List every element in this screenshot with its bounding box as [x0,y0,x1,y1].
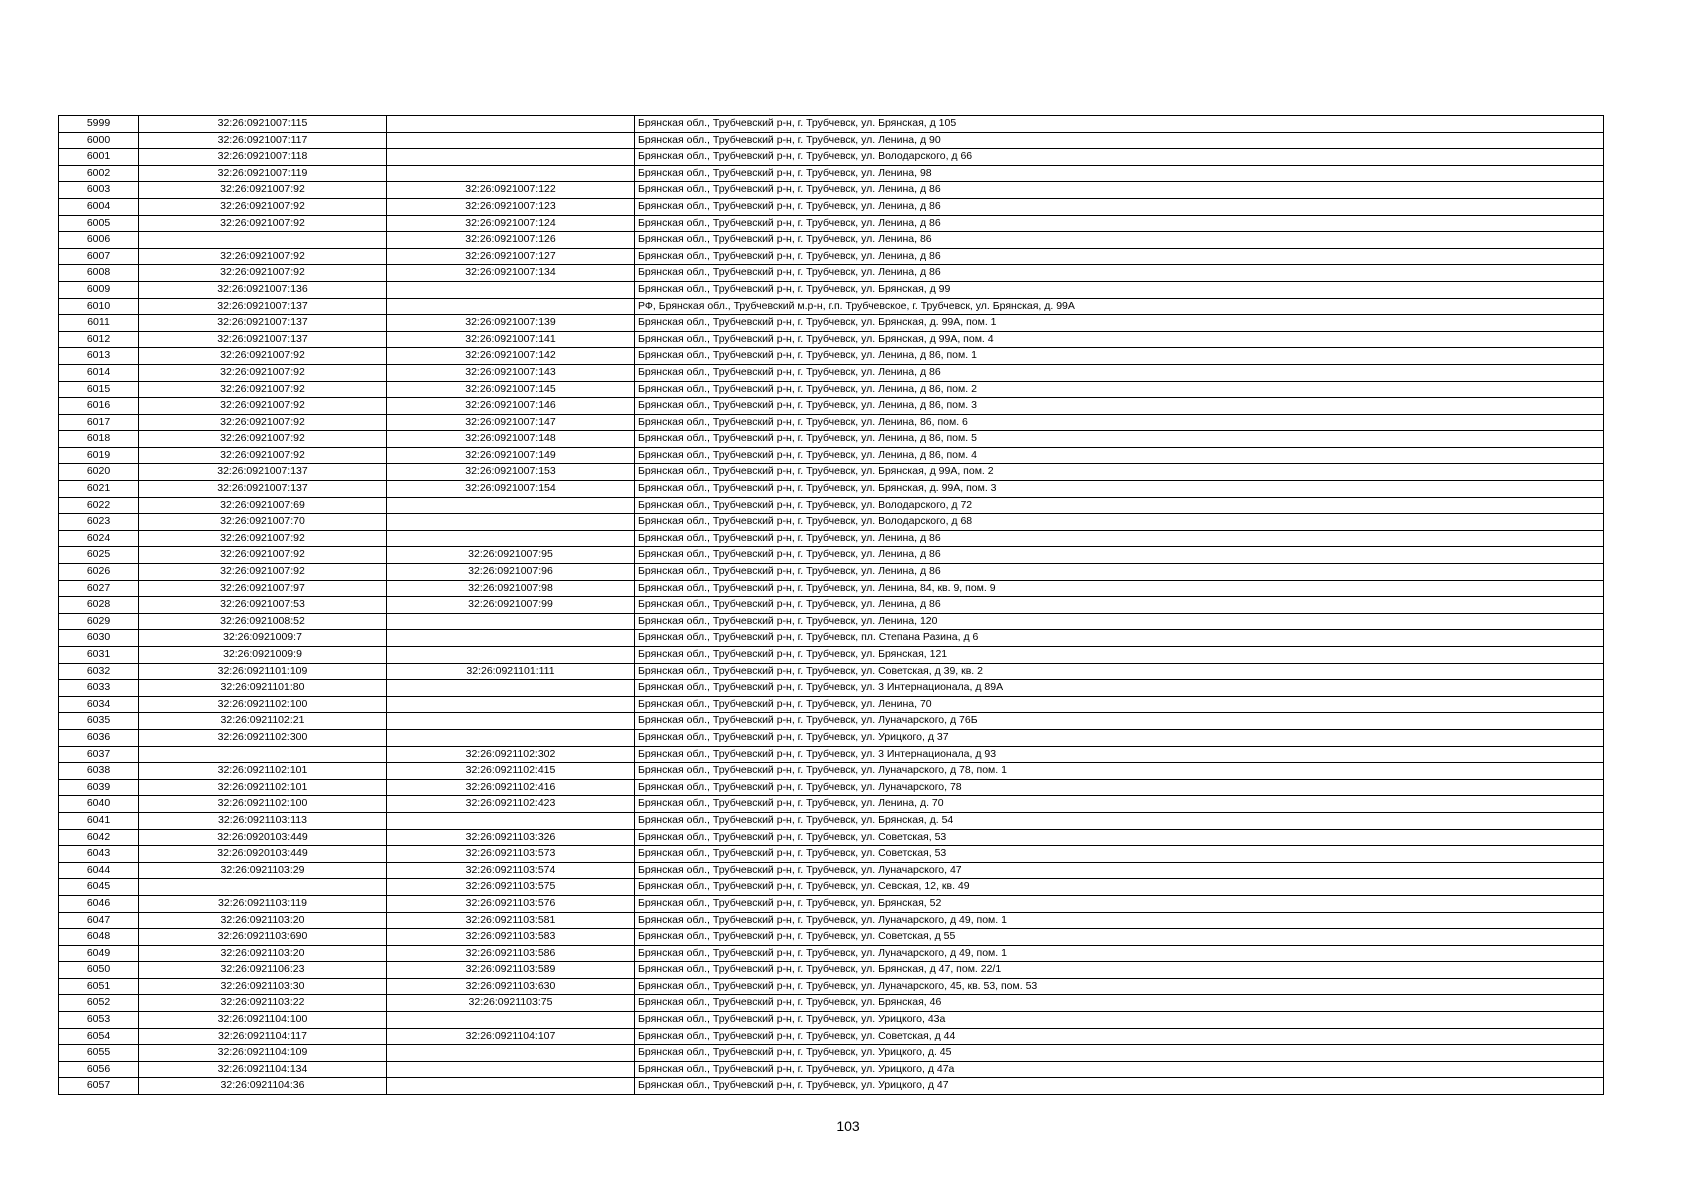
cadastral-number-cell: 32:26:0921007:92 [139,265,387,282]
related-cadastral-number-cell: 32:26:0921103:581 [387,912,635,929]
table-row [59,198,1604,215]
address-cell: Брянская обл., Трубчевский р-н, г. Трубчевск, ул. Брянская, д. 54 [635,812,1604,829]
address-cell: Брянская обл., Трубчевский р-н, г. Трубчевск, ул. Луначарского, 78 [635,779,1604,796]
table-row [59,945,1604,962]
related-cadastral-number-cell: 32:26:0921007:153 [387,464,635,481]
cadastral-number-cell: 32:26:0921102:101 [139,763,387,780]
cadastral-number-cell: 32:26:0921007:137 [139,481,387,498]
address-cell: Брянская обл., Трубчевский р-н, г. Трубчевск, ул. Севская, 12, кв. 49 [635,879,1604,896]
address-cell: Брянская обл., Трубчевский р-н, г. Трубчевск, ул. Луначарского, д 76Б [635,713,1604,730]
cadastral-number-cell: 32:26:0921007:53 [139,597,387,614]
table-row [59,713,1604,730]
row-number-cell: 6007 [59,248,139,265]
table-row [59,812,1604,829]
address-cell: Брянская обл., Трубчевский р-н, г. Трубчевск, ул. Володарского, д 68 [635,514,1604,531]
row-number-cell: 6014 [59,364,139,381]
cadastral-number-cell: 32:26:0921104:117 [139,1028,387,1045]
row-number-cell: 6054 [59,1028,139,1045]
cadastral-number-cell: 32:26:0921104:109 [139,1045,387,1062]
cadastral-number-cell: 32:26:0921103:22 [139,995,387,1012]
row-number-cell: 6030 [59,630,139,647]
address-cell: Брянская обл., Трубчевский р-н, г. Трубчевск, ул. Луначарского, д 49, пом. 1 [635,945,1604,962]
cadastral-number-cell: 32:26:0921007:117 [139,132,387,149]
cadastral-number-cell: 32:26:0921104:134 [139,1061,387,1078]
row-number-cell: 6049 [59,945,139,962]
cadastral-number-cell: 32:26:0921103:113 [139,812,387,829]
related-cadastral-number-cell: 32:26:0921007:126 [387,232,635,249]
row-number-cell: 6032 [59,663,139,680]
related-cadastral-number-cell: 32:26:0921007:127 [387,248,635,265]
row-number-cell: 6052 [59,995,139,1012]
related-cadastral-number-cell [387,680,635,697]
row-number-cell: 6022 [59,497,139,514]
address-cell: Брянская обл., Трубчевский р-н, г. Трубчевск, ул. Советская, д 44 [635,1028,1604,1045]
table-row [59,530,1604,547]
address-cell: Брянская обл., Трубчевский р-н, г. Трубчевск, ул. Брянская, д 99А, пом. 2 [635,464,1604,481]
table-row [59,763,1604,780]
table-row [59,1061,1604,1078]
related-cadastral-number-cell: 32:26:0921103:574 [387,862,635,879]
cadastral-number-cell: 32:26:0921007:92 [139,182,387,199]
address-cell: Брянская обл., Трубчевский р-н, г. Трубчевск, ул. Советская, д 39, кв. 2 [635,663,1604,680]
related-cadastral-number-cell: 32:26:0921104:107 [387,1028,635,1045]
row-number-cell: 6009 [59,281,139,298]
table-row [59,298,1604,315]
row-number-cell: 6045 [59,879,139,896]
related-cadastral-number-cell: 32:26:0921007:148 [387,431,635,448]
related-cadastral-number-cell: 32:26:0921007:154 [387,481,635,498]
row-number-cell: 6020 [59,464,139,481]
table-row [59,597,1604,614]
related-cadastral-number-cell: 32:26:0921007:139 [387,315,635,332]
related-cadastral-number-cell [387,165,635,182]
address-cell: Брянская обл., Трубчевский р-н, г. Трубчевск, ул. Ленина, д 86 [635,215,1604,232]
table-row [59,995,1604,1012]
cadastral-number-cell: 32:26:0921007:92 [139,198,387,215]
address-cell: Брянская обл., Трубчевский р-н, г. Трубчевск, ул. Ленина, 120 [635,613,1604,630]
table-row [59,929,1604,946]
related-cadastral-number-cell [387,298,635,315]
row-number-cell: 6056 [59,1061,139,1078]
cadastral-number-cell: 32:26:0921009:9 [139,647,387,664]
cadastral-number-cell: 32:26:0921007:92 [139,530,387,547]
address-cell: Брянская обл., Трубчевский р-н, г. Трубчевск, ул. Ленина, д 86 [635,547,1604,564]
cadastral-number-cell: 32:26:0921007:92 [139,215,387,232]
row-number-cell: 6006 [59,232,139,249]
row-number-cell: 6053 [59,1012,139,1029]
table-row [59,215,1604,232]
address-cell: Брянская обл., Трубчевский р-н, г. Трубчевск, ул. Ленина, 86 [635,232,1604,249]
row-number-cell: 6033 [59,680,139,697]
cadastral-number-cell: 32:26:0921007:92 [139,364,387,381]
cadastral-number-cell: 32:26:0921104:100 [139,1012,387,1029]
cadastral-number-cell: 32:26:0921007:92 [139,381,387,398]
row-number-cell: 6004 [59,198,139,215]
table-row [59,315,1604,332]
table-row [59,1045,1604,1062]
related-cadastral-number-cell: 32:26:0921103:573 [387,846,635,863]
address-cell: Брянская обл., Трубчевский р-н, г. Трубчевск, ул. Советская, 53 [635,846,1604,863]
address-cell: Брянская обл., Трубчевский р-н, г. Трубчевск, ул. Брянская, д. 99А, пом. 3 [635,481,1604,498]
cadastral-number-cell: 32:26:0921104:36 [139,1078,387,1095]
address-cell: Брянская обл., Трубчевский р-н, г. Трубчевск, ул. 3 Интернационала, д 93 [635,746,1604,763]
table-row [59,580,1604,597]
related-cadastral-number-cell [387,713,635,730]
related-cadastral-number-cell: 32:26:0921103:589 [387,962,635,979]
address-cell: Брянская обл., Трубчевский р-н, г. Трубчевск, ул. Ленина, д 86 [635,597,1604,614]
table-row [59,497,1604,514]
cadastral-number-cell: 32:26:0921106:23 [139,962,387,979]
cadastral-number-cell: 32:26:0921007:92 [139,431,387,448]
address-cell: Брянская обл., Трубчевский р-н, г. Трубчевск, ул. Урицкого, 43а [635,1012,1604,1029]
related-cadastral-number-cell: 32:26:0921102:416 [387,779,635,796]
row-number-cell: 6042 [59,829,139,846]
table-row [59,281,1604,298]
related-cadastral-number-cell: 32:26:0921007:141 [387,331,635,348]
related-cadastral-number-cell [387,647,635,664]
row-number-cell: 6028 [59,597,139,614]
table-row [59,1012,1604,1029]
related-cadastral-number-cell: 32:26:0921007:146 [387,398,635,415]
cadastral-number-cell: 32:26:0921102:21 [139,713,387,730]
table-row [59,132,1604,149]
related-cadastral-number-cell [387,132,635,149]
table-row [59,348,1604,365]
cadastral-number-cell: 32:26:0921007:137 [139,331,387,348]
table-row [59,696,1604,713]
cadastral-number-cell: 32:26:0921101:109 [139,663,387,680]
address-cell: Брянская обл., Трубчевский р-н, г. Трубчевск, ул. Брянская, д. 99А, пом. 1 [635,315,1604,332]
row-number-cell: 6048 [59,929,139,946]
row-number-cell: 6002 [59,165,139,182]
cadastral-number-cell: 32:26:0921007:119 [139,165,387,182]
row-number-cell: 6037 [59,746,139,763]
table-row [59,116,1604,133]
cadastral-number-cell: 32:26:0921007:70 [139,514,387,531]
related-cadastral-number-cell [387,613,635,630]
table-row [59,182,1604,199]
cadastral-number-cell: 32:26:0921007:115 [139,116,387,133]
row-number-cell: 6015 [59,381,139,398]
related-cadastral-number-cell: 32:26:0921007:149 [387,447,635,464]
address-cell: Брянская обл., Трубчевский р-н, г. Трубчевск, ул. Володарского, д 66 [635,149,1604,166]
page-number: 103 [836,1118,860,1134]
cadastral-number-cell: 32:26:0921103:119 [139,895,387,912]
address-cell: Брянская обл., Трубчевский р-н, г. Трубчевск, ул. Ленина, д. 70 [635,796,1604,813]
related-cadastral-number-cell: 32:26:0921007:99 [387,597,635,614]
cadastral-number-cell [139,879,387,896]
address-cell: Брянская обл., Трубчевский р-н, г. Трубчевск, ул. Брянская, 121 [635,647,1604,664]
related-cadastral-number-cell: 32:26:0921007:145 [387,381,635,398]
row-number-cell: 6057 [59,1078,139,1095]
row-number-cell: 6019 [59,447,139,464]
related-cadastral-number-cell: 32:26:0921007:96 [387,564,635,581]
cadastral-number-cell: 32:26:0921007:92 [139,447,387,464]
row-number-cell: 6017 [59,414,139,431]
related-cadastral-number-cell: 32:26:0921007:143 [387,364,635,381]
cadastral-number-cell: 32:26:0921007:92 [139,547,387,564]
table-row [59,846,1604,863]
related-cadastral-number-cell: 32:26:0921102:423 [387,796,635,813]
related-cadastral-number-cell: 32:26:0921101:111 [387,663,635,680]
cadastral-number-cell: 32:26:0921103:20 [139,945,387,962]
related-cadastral-number-cell: 32:26:0921102:302 [387,746,635,763]
table-row [59,680,1604,697]
row-number-cell: 6025 [59,547,139,564]
row-number-cell: 6039 [59,779,139,796]
related-cadastral-number-cell: 32:26:0921007:122 [387,182,635,199]
address-cell: Брянская обл., Трубчевский р-н, г. Трубчевск, ул. Луначарского, 45, кв. 53, пом. 53 [635,978,1604,995]
row-number-cell: 6012 [59,331,139,348]
related-cadastral-number-cell [387,497,635,514]
row-number-cell: 6000 [59,132,139,149]
address-cell: РФ, Брянская обл., Трубчевский м.р-н, г.п. Трубчевское, г. Трубчевск, ул. Брянская, д. 99А [635,298,1604,315]
related-cadastral-number-cell [387,116,635,133]
cadastral-number-cell: 32:26:0921103:690 [139,929,387,946]
table-row [59,962,1604,979]
cadastral-number-cell: 32:26:0921007:69 [139,497,387,514]
row-number-cell: 6018 [59,431,139,448]
address-cell: Брянская обл., Трубчевский р-н, г. Трубчевск, ул. Луначарского, д 78, пом. 1 [635,763,1604,780]
address-cell: Брянская обл., Трубчевский р-н, г. Трубчевск, ул. Володарского, д 72 [635,497,1604,514]
cadastral-number-cell: 32:26:0921007:92 [139,248,387,265]
table-row [59,729,1604,746]
table-row [59,464,1604,481]
cadastral-number-cell: 32:26:0921101:80 [139,680,387,697]
cadastral-number-cell: 32:26:0921009:7 [139,630,387,647]
row-number-cell: 6026 [59,564,139,581]
cadastral-number-cell: 32:26:0921102:100 [139,696,387,713]
related-cadastral-number-cell: 32:26:0921103:586 [387,945,635,962]
table-row [59,481,1604,498]
table-row [59,331,1604,348]
related-cadastral-number-cell: 32:26:0921007:134 [387,265,635,282]
row-number-cell: 6024 [59,530,139,547]
row-number-cell: 6008 [59,265,139,282]
cadastral-number-cell: 32:26:0921008:52 [139,613,387,630]
address-cell: Брянская обл., Трубчевский р-н, г. Трубчевск, ул. 3 Интернационала, д 89А [635,680,1604,697]
related-cadastral-number-cell [387,696,635,713]
related-cadastral-number-cell [387,530,635,547]
related-cadastral-number-cell [387,630,635,647]
table-row [59,613,1604,630]
table-row [59,895,1604,912]
cadastral-number-cell: 32:26:0921007:97 [139,580,387,597]
table-row [59,647,1604,664]
related-cadastral-number-cell: 32:26:0921103:583 [387,929,635,946]
row-number-cell: 6035 [59,713,139,730]
address-cell: Брянская обл., Трубчевский р-н, г. Трубчевск, ул. Ленина, д 86, пом. 2 [635,381,1604,398]
address-cell: Брянская обл., Трубчевский р-н, г. Трубчевск, ул. Ленина, д 86 [635,248,1604,265]
row-number-cell: 6050 [59,962,139,979]
address-cell: Брянская обл., Трубчевский р-н, г. Трубчевск, ул. Ленина, д 86, пом. 5 [635,431,1604,448]
table-row [59,431,1604,448]
table-row [59,398,1604,415]
table-row [59,663,1604,680]
cadastral-number-cell [139,232,387,249]
cadastral-number-cell: 32:26:0921007:136 [139,281,387,298]
address-cell: Брянская обл., Трубчевский р-н, г. Трубчевск, пл. Степана Разина, д 6 [635,630,1604,647]
address-cell: Брянская обл., Трубчевский р-н, г. Трубчевск, ул. Урицкого, д. 45 [635,1045,1604,1062]
address-cell: Брянская обл., Трубчевский р-н, г. Трубчевск, ул. Луначарского, 47 [635,862,1604,879]
related-cadastral-number-cell: 32:26:0921103:576 [387,895,635,912]
related-cadastral-number-cell: 32:26:0921007:95 [387,547,635,564]
table-row [59,1028,1604,1045]
address-cell: Брянская обл., Трубчевский р-н, г. Трубчевск, ул. Луначарского, д 49, пом. 1 [635,912,1604,929]
table-row [59,879,1604,896]
table-row [59,514,1604,531]
row-number-cell: 6038 [59,763,139,780]
table-row [59,829,1604,846]
table-row [59,862,1604,879]
address-cell: Брянская обл., Трубчевский р-н, г. Трубчевск, ул. Брянская, д 99 [635,281,1604,298]
table-row [59,232,1604,249]
address-cell: Брянская обл., Трубчевский р-н, г. Трубчевск, ул. Ленина, 84, кв. 9, пом. 9 [635,580,1604,597]
related-cadastral-number-cell [387,149,635,166]
row-number-cell: 5999 [59,116,139,133]
address-cell: Брянская обл., Трубчевский р-н, г. Трубчевск, ул. Брянская, д 105 [635,116,1604,133]
cadastral-number-cell: 32:26:0921007:137 [139,464,387,481]
related-cadastral-number-cell: 32:26:0921103:575 [387,879,635,896]
table-row [59,165,1604,182]
table-row [59,447,1604,464]
cadastral-number-cell: 32:26:0921007:92 [139,398,387,415]
row-number-cell: 6027 [59,580,139,597]
address-cell: Брянская обл., Трубчевский р-н, г. Трубчевск, ул. Ленина, д 86 [635,198,1604,215]
row-number-cell: 6011 [59,315,139,332]
cadastral-number-cell: 32:26:0921102:101 [139,779,387,796]
address-cell: Брянская обл., Трубчевский р-н, г. Трубчевск, ул. Советская, д 55 [635,929,1604,946]
address-cell: Брянская обл., Трубчевский р-н, г. Трубчевск, ул. Ленина, д 90 [635,132,1604,149]
table-row [59,564,1604,581]
address-cell: Брянская обл., Трубчевский р-н, г. Трубчевск, ул. Ленина, 98 [635,165,1604,182]
related-cadastral-number-cell: 32:26:0921007:98 [387,580,635,597]
row-number-cell: 6003 [59,182,139,199]
related-cadastral-number-cell [387,729,635,746]
table-row [59,547,1604,564]
table-row [59,265,1604,282]
row-number-cell: 6034 [59,696,139,713]
table-row [59,364,1604,381]
cadastral-number-cell: 32:26:0921103:29 [139,862,387,879]
related-cadastral-number-cell [387,1078,635,1095]
row-number-cell: 6001 [59,149,139,166]
cadastral-number-cell: 32:26:0921007:137 [139,315,387,332]
related-cadastral-number-cell: 32:26:0921007:147 [387,414,635,431]
row-number-cell: 6041 [59,812,139,829]
related-cadastral-number-cell: 32:26:0921103:326 [387,829,635,846]
address-cell: Брянская обл., Трубчевский р-н, г. Трубчевск, ул. Ленина, д 86 [635,364,1604,381]
related-cadastral-number-cell [387,281,635,298]
cadastral-number-cell: 32:26:0921007:118 [139,149,387,166]
row-number-cell: 6016 [59,398,139,415]
cadastral-number-cell: 32:26:0921007:137 [139,298,387,315]
address-cell: Брянская обл., Трубчевский р-н, г. Трубчевск, ул. Ленина, д 86 [635,564,1604,581]
row-number-cell: 6036 [59,729,139,746]
table-row [59,414,1604,431]
row-number-cell: 6021 [59,481,139,498]
address-cell: Брянская обл., Трубчевский р-н, г. Трубчевск, ул. Ленина, 86, пом. 6 [635,414,1604,431]
related-cadastral-number-cell: 32:26:0921007:142 [387,348,635,365]
address-cell: Брянская обл., Трубчевский р-н, г. Трубчевск, ул. Ленина, д 86 [635,530,1604,547]
address-cell: Брянская обл., Трубчевский р-н, г. Трубчевск, ул. Советская, 53 [635,829,1604,846]
address-cell: Брянская обл., Трубчевский р-н, г. Трубчевск, ул. Ленина, д 86 [635,182,1604,199]
row-number-cell: 6051 [59,978,139,995]
table-row [59,381,1604,398]
related-cadastral-number-cell: 32:26:0921103:630 [387,978,635,995]
cadastral-number-cell [139,746,387,763]
address-cell: Брянская обл., Трубчевский р-н, г. Трубчевск, ул. Брянская, д 99А, пом. 4 [635,331,1604,348]
row-number-cell: 6046 [59,895,139,912]
related-cadastral-number-cell [387,1012,635,1029]
row-number-cell: 6013 [59,348,139,365]
address-cell: Брянская обл., Трубчевский р-н, г. Трубчевск, ул. Брянская, 46 [635,995,1604,1012]
related-cadastral-number-cell: 32:26:0921103:75 [387,995,635,1012]
row-number-cell: 6040 [59,796,139,813]
table-row [59,248,1604,265]
related-cadastral-number-cell [387,1045,635,1062]
address-cell: Брянская обл., Трубчевский р-н, г. Трубчевск, ул. Урицкого, д 47а [635,1061,1604,1078]
row-number-cell: 6047 [59,912,139,929]
address-cell: Брянская обл., Трубчевский р-н, г. Трубчевск, ул. Ленина, д 86, пом. 1 [635,348,1604,365]
row-number-cell: 6023 [59,514,139,531]
related-cadastral-number-cell [387,1061,635,1078]
row-number-cell: 6010 [59,298,139,315]
address-cell: Брянская обл., Трубчевский р-н, г. Трубчевск, ул. Брянская, 52 [635,895,1604,912]
row-number-cell: 6055 [59,1045,139,1062]
cadastral-number-cell: 32:26:0921103:20 [139,912,387,929]
related-cadastral-number-cell: 32:26:0921102:415 [387,763,635,780]
related-cadastral-number-cell: 32:26:0921007:124 [387,215,635,232]
cadastral-number-cell: 32:26:0921102:100 [139,796,387,813]
table-row [59,746,1604,763]
related-cadastral-number-cell: 32:26:0921007:123 [387,198,635,215]
address-cell: Брянская обл., Трубчевский р-н, г. Трубчевск, ул. Ленина, д 86 [635,265,1604,282]
cadastral-number-cell: 32:26:0921007:92 [139,564,387,581]
cadastral-number-cell: 32:26:0921102:300 [139,729,387,746]
cadastral-number-cell: 32:26:0920103:449 [139,846,387,863]
address-cell: Брянская обл., Трубчевский р-н, г. Трубчевск, ул. Ленина, д 86, пом. 3 [635,398,1604,415]
table-row [59,149,1604,166]
cadastral-number-cell: 32:26:0920103:449 [139,829,387,846]
row-number-cell: 6029 [59,613,139,630]
table-body [59,116,1604,1095]
row-number-cell: 6043 [59,846,139,863]
table-row [59,630,1604,647]
cadastral-number-cell: 32:26:0921007:92 [139,348,387,365]
table-row [59,912,1604,929]
related-cadastral-number-cell [387,514,635,531]
address-cell: Брянская обл., Трубчевский р-н, г. Трубчевск, ул. Брянская, д 47, пом. 22/1 [635,962,1604,979]
address-cell: Брянская обл., Трубчевский р-н, г. Трубчевск, ул. Урицкого, д 37 [635,729,1604,746]
table-row [59,796,1604,813]
row-number-cell: 6005 [59,215,139,232]
table-row [59,779,1604,796]
cadastral-number-cell: 32:26:0921103:30 [139,978,387,995]
table-row [59,1078,1604,1095]
address-cell: Брянская обл., Трубчевский р-н, г. Трубчевск, ул. Ленина, д 86, пом. 4 [635,447,1604,464]
address-cell: Брянская обл., Трубчевский р-н, г. Трубчевск, ул. Ленина, 70 [635,696,1604,713]
table-row [59,978,1604,995]
row-number-cell: 6031 [59,647,139,664]
cadastral-number-cell: 32:26:0921007:92 [139,414,387,431]
property-registry-table [58,115,1604,1095]
related-cadastral-number-cell [387,812,635,829]
row-number-cell: 6044 [59,862,139,879]
address-cell: Брянская обл., Трубчевский р-н, г. Трубчевск, ул. Урицкого, д 47 [635,1078,1604,1095]
